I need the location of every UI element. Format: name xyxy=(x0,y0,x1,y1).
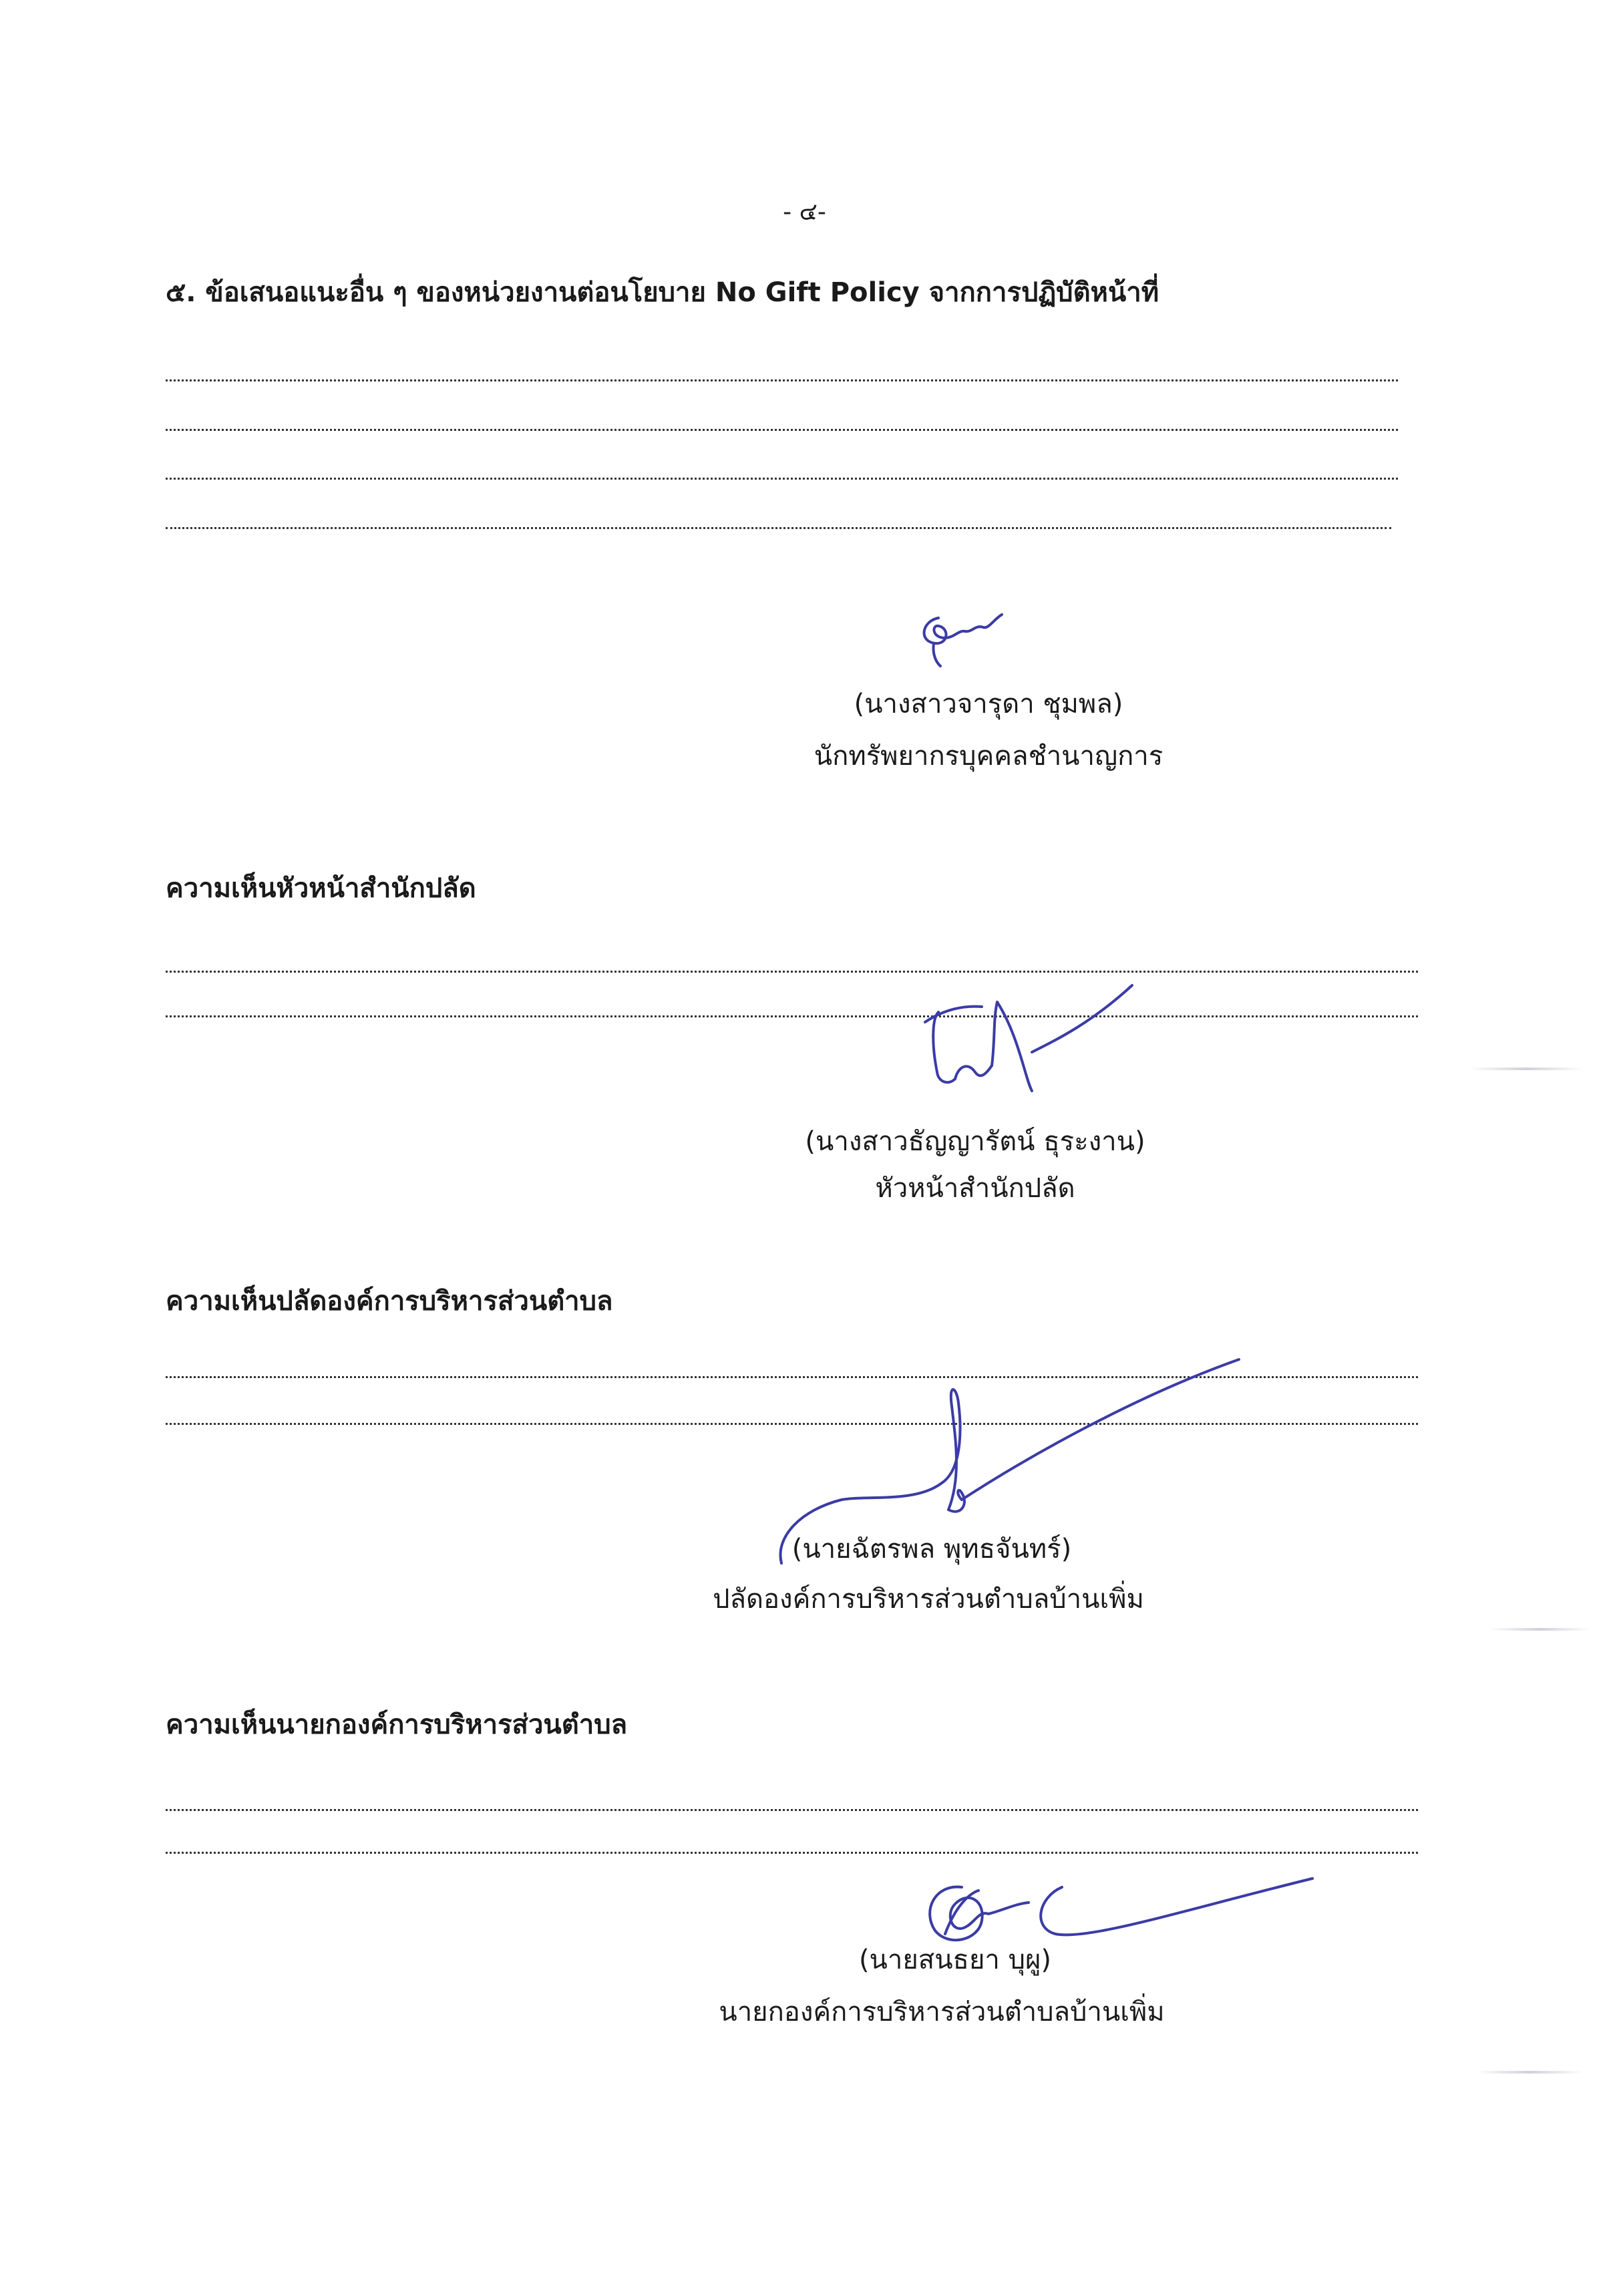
fill-in-line xyxy=(166,379,1398,381)
section-5-heading: ๕. ข้อเสนอแนะอื่น ๆ ของหน่วยงานต่อนโยบาย No Gift Policy จากการปฏิบัติหน้าที่ xyxy=(166,277,1159,308)
fill-in-line xyxy=(166,1015,1418,1017)
signer-1-position: นักทรัพยากรบุคคลชำนาญการ xyxy=(814,741,1164,772)
fill-in-line xyxy=(166,971,1418,973)
opinion-mayor-name: (นายสนธยา บุผู) xyxy=(858,1945,1052,1975)
scan-mark xyxy=(1489,1628,1590,1631)
opinion-clerk-name: (นายฉัตรพล พุทธจันทร์) xyxy=(791,1534,1072,1565)
fill-in-line xyxy=(166,478,1398,480)
signature-1 xyxy=(908,605,1009,678)
opinion-mayor-position: นายกองค์การบริหารส่วนตำบลบ้านเพิ่ม xyxy=(719,1997,1165,2027)
opinion-mayor-heading: ความเห็นนายกองค์การบริหารส่วนตำบล xyxy=(166,1709,628,1740)
fill-in-line xyxy=(166,527,1391,529)
scan-mark xyxy=(1476,2071,1583,2074)
fill-in-line xyxy=(166,1809,1418,1811)
opinion-head-heading: ความเห็นหัวหน้าสำนักปลัด xyxy=(166,873,476,904)
opinion-head-name: (นางสาวธัญญารัตน์ ธุระงาน) xyxy=(805,1126,1145,1157)
signer-1-name: (นางสาวจารุดา ชุมพล) xyxy=(854,689,1123,719)
opinion-clerk-heading: ความเห็นปลัดองค์การบริหารส่วนตำบล xyxy=(166,1286,613,1317)
scan-mark xyxy=(1469,1068,1583,1070)
fill-in-line xyxy=(166,429,1398,431)
signature-2 xyxy=(918,972,1139,1096)
fill-in-line xyxy=(166,1852,1418,1854)
opinion-head-position: หัวหน้าสำนักปลัด xyxy=(875,1173,1075,1204)
page-number: - ๔- xyxy=(783,198,826,226)
opinion-clerk-position: ปลัดองค์การบริหารส่วนตำบลบ้านเพิ่ม xyxy=(713,1584,1144,1615)
